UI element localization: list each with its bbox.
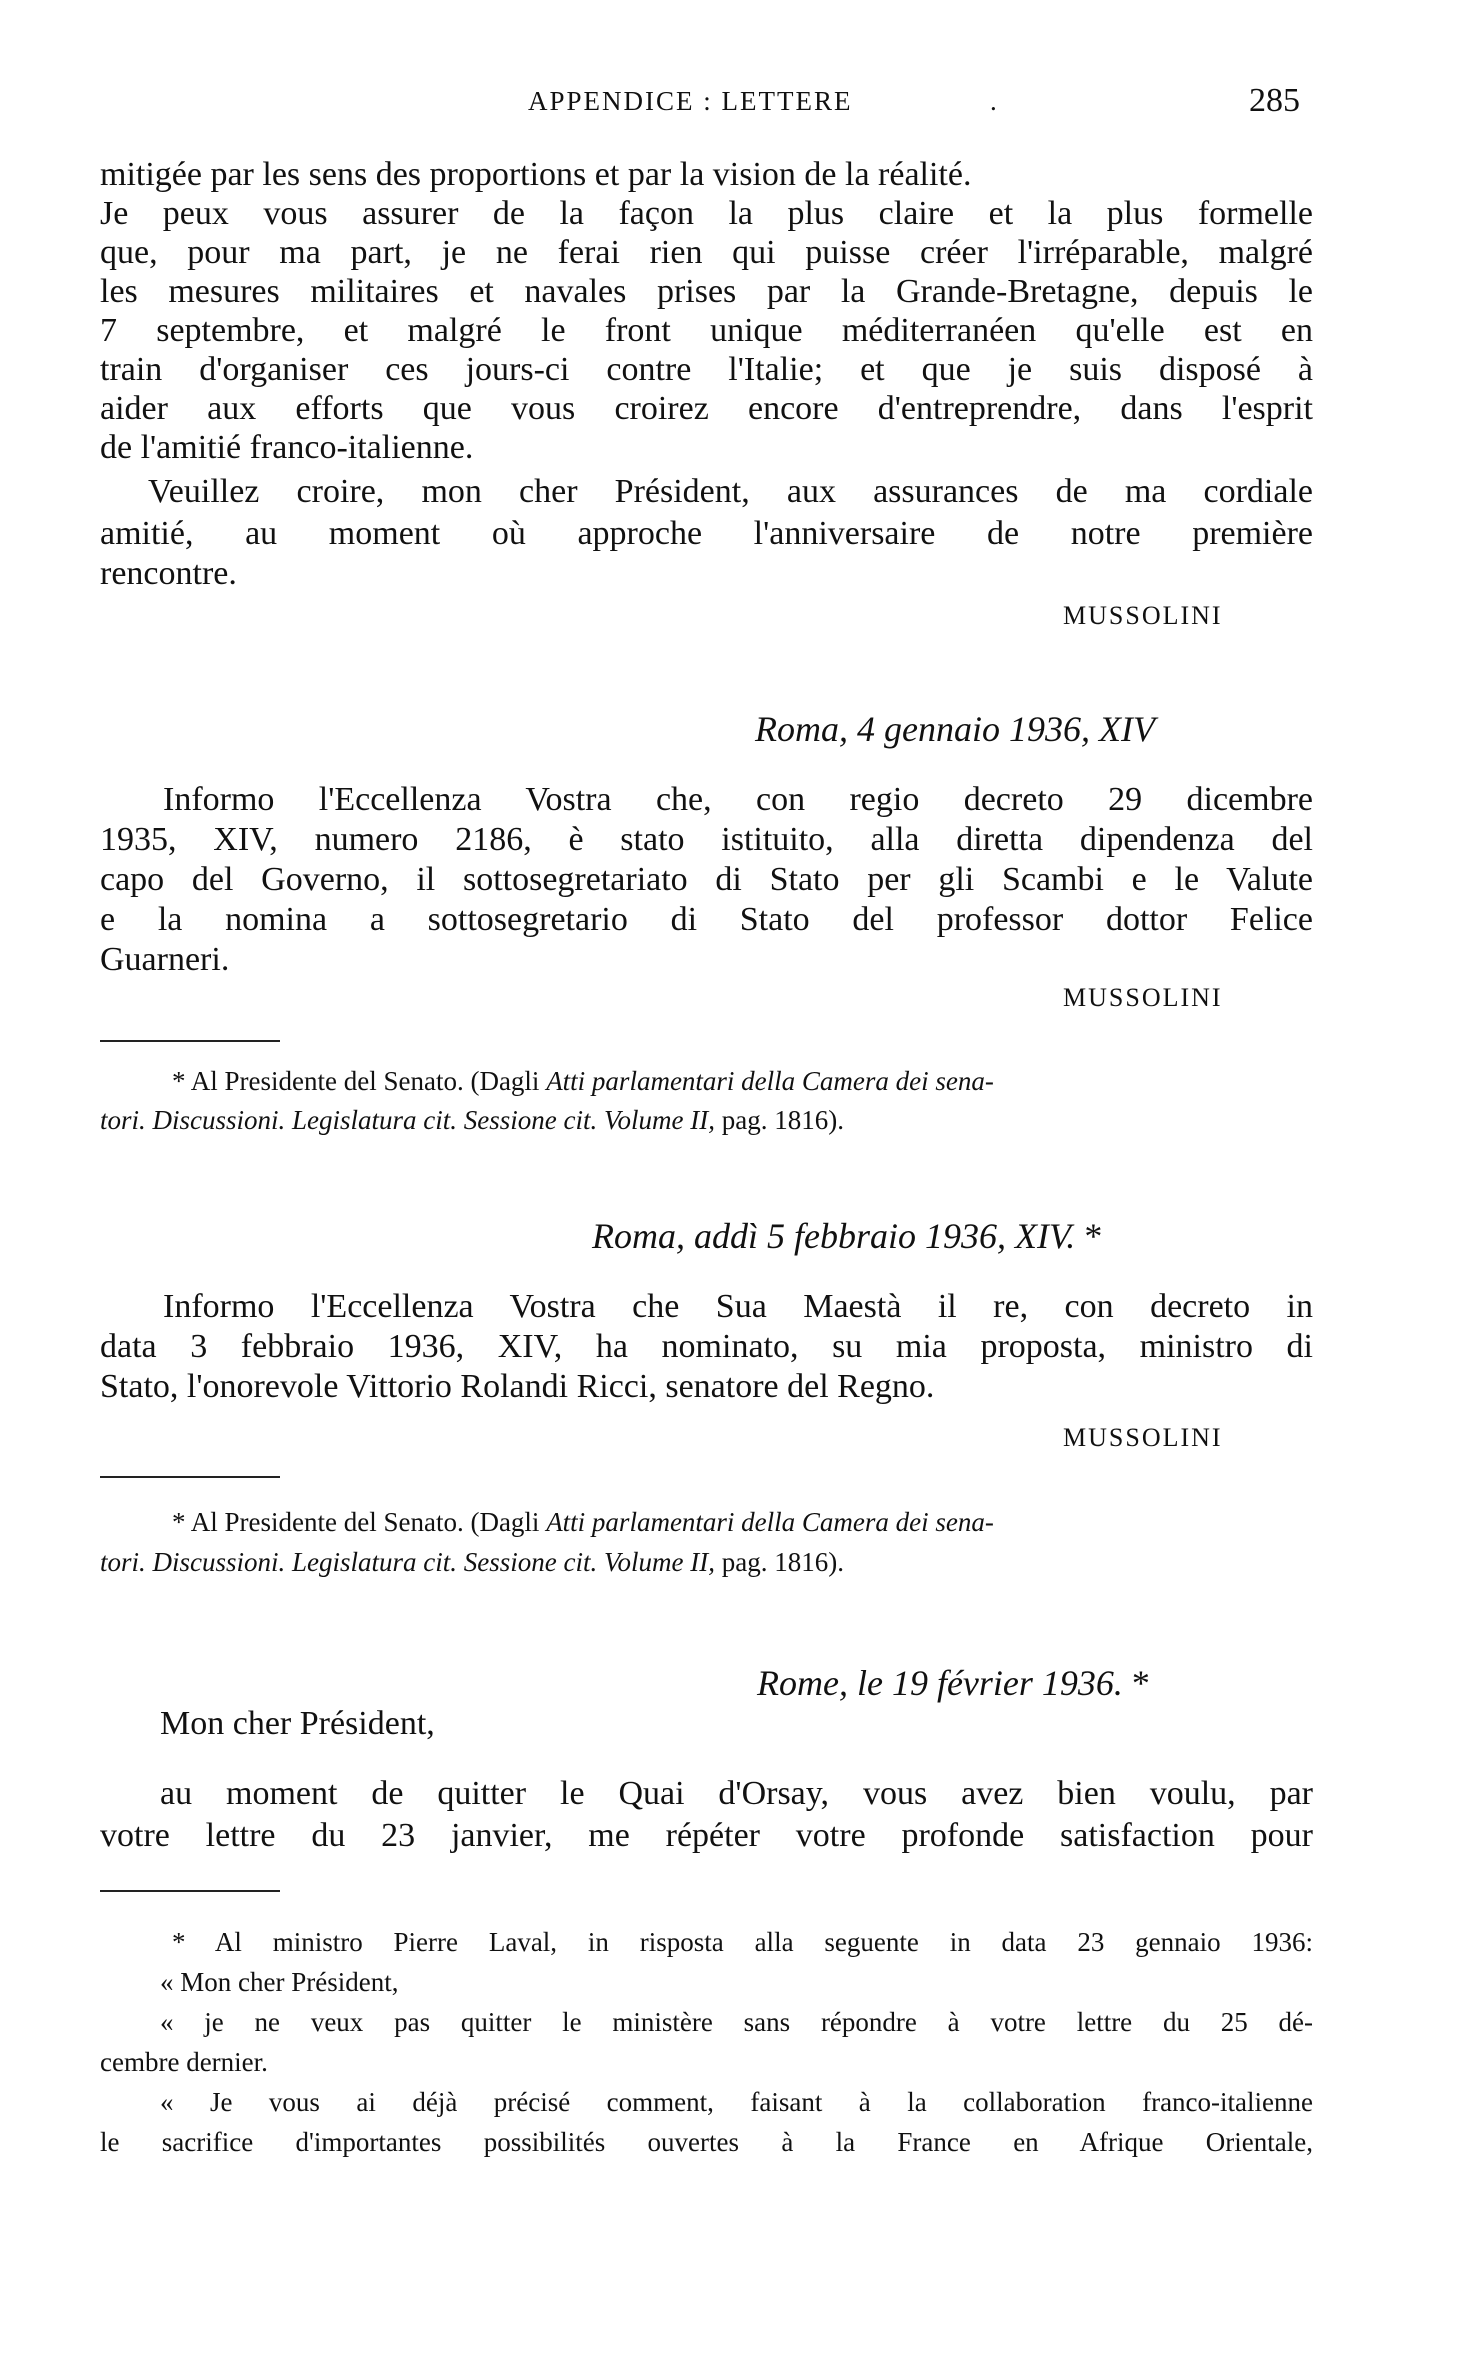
page-number: 285	[1249, 82, 1300, 119]
footnote-page: pag. 1816).	[714, 1547, 844, 1577]
letter4-line-2: votre lettre du 23 janvier, me répéter votre profonde satisfaction pour	[100, 1817, 1313, 1854]
letter1-signature: MUSSOLINI	[1063, 601, 1223, 630]
footnote-source-italic: Atti parlamentari della Camera dei sena-	[546, 1066, 994, 1096]
letter3-line-2: data 3 febbraio 1936, XIV, ha nominato, su mia proposta, ministro di	[100, 1328, 1313, 1365]
letter1-line-9: Veuillez croire, mon cher Président, aux assurances de ma cordiale	[148, 473, 1313, 510]
footnote-prefix: Al Presidente del Senato. (Dagli	[185, 1066, 547, 1096]
letter4-footnote-line-4: cembre dernier.	[100, 2047, 268, 2077]
letter2-date: Roma, 4 gennaio 1936, XIV	[755, 709, 1155, 749]
letter3-date	[592, 1215, 1102, 1257]
letter3-line-1: Informo l'Eccellenza Vostra che Sua Maestà il re, con decreto in	[163, 1288, 1313, 1325]
letter1-line-4: les mesures militaires et navales prises par la Grande-Bretagne, depuis le	[100, 273, 1313, 310]
letter1-line-6: train d'organiser ces jours-ci contre l'Italie; et que je suis disposé à	[100, 351, 1313, 388]
letter3-date-text: Roma, addì 5 febbraio 1936, XIV.	[592, 1216, 1076, 1256]
letter4-footnote-line-5: « Je vous ai déjà précisé comment, faisant à la collaboration franco-italienne	[160, 2087, 1313, 2117]
letter4-footnote-line-2: « Mon cher Président,	[160, 1967, 399, 1997]
letter1-line-1: mitigée par les sens des proportions et par la vision de la réalité.	[100, 156, 972, 193]
letter2-footnote-line-2	[100, 1101, 844, 1139]
letter3-line-3: Stato, l'onorevole Vittorio Rolandi Ricci, senatore del Regno.	[100, 1368, 935, 1405]
letter1-line-2: Je peux vous assurer de la façon la plus claire et la plus formelle	[100, 195, 1313, 232]
letter2-line-4: e la nomina a sottosegretario di Stato del professor dottor Felice	[100, 901, 1313, 938]
letter4-footnote-line-1: * Al ministro Pierre Laval, in risposta alla seguente in data 23 gennaio 1936:	[172, 1927, 1313, 1957]
letter1-line-3: que, pour ma part, je ne ferai rien qui puisse créer l'irréparable, malgré	[100, 234, 1313, 271]
letter2-line-1: Informo l'Eccellenza Vostra che, con regio decreto 29 dicembre	[163, 781, 1313, 818]
letter4-footnote-line-3: « je ne veux pas quitter le ministère sans répondre à votre lettre du 25 dé-	[160, 2007, 1313, 2037]
footnote-marker: *	[172, 1066, 186, 1096]
letter4-date	[757, 1662, 1150, 1704]
letter3-footnote-line-1	[172, 1503, 1313, 1541]
footnote-prefix: Al Presidente del Senato. (Dagli	[185, 1507, 547, 1537]
letter2-footnote-line-1	[172, 1062, 1313, 1100]
letter4-footnote-line-6: le sacrifice d'importantes possibilités ouvertes à la France en Afrique Orientale,	[100, 2127, 1313, 2157]
letter4-date-marker: *	[1122, 1663, 1150, 1703]
letter2-line-5: Guarneri.	[100, 941, 230, 978]
footnote-source-italic-cont: tori. Discussioni. Legislatura cit. Sessione cit. Volume II,	[100, 1547, 715, 1577]
letter3-signature: MUSSOLINI	[1063, 1423, 1223, 1452]
letter1-line-8: de l'amitié franco-italienne.	[100, 429, 474, 466]
letter4-line-1: au moment de quitter le Quai d'Orsay, vous avez bien voulu, par	[160, 1775, 1313, 1812]
letter1-line-10: amitié, au moment où approche l'anniversaire de notre première	[100, 515, 1313, 552]
footnote-divider-2	[100, 1476, 280, 1478]
running-header-title: APPENDICE : LETTERE	[528, 86, 853, 116]
footnote-divider-3	[100, 1890, 280, 1892]
footnote-divider-1	[100, 1040, 280, 1042]
letter2-line-2: 1935, XIV, numero 2186, è stato istituito, alla diretta dipendenza del	[100, 821, 1313, 858]
letter4-date-text: Rome, le 19 février 1936.	[757, 1663, 1123, 1703]
letter1-line-7: aider aux efforts que vous croirez encore d'entreprendre, dans l'esprit	[100, 390, 1313, 427]
letter3-footnote-line-2	[100, 1543, 844, 1581]
running-header-dot: .	[990, 86, 999, 116]
letter1-line-11: rencontre.	[100, 555, 237, 592]
letter1-line-5: 7 septembre, et malgré le front unique méditerranéen qu'elle est en	[100, 312, 1313, 349]
footnote-page: pag. 1816).	[714, 1105, 844, 1135]
letter3-date-marker: *	[1075, 1216, 1103, 1256]
footnote-source-italic-cont: tori. Discussioni. Legislatura cit. Sessione cit. Volume II,	[100, 1105, 715, 1135]
letter4-salutation: Mon cher Président,	[160, 1705, 435, 1742]
letter2-signature: MUSSOLINI	[1063, 983, 1223, 1012]
letter2-line-3: capo del Governo, il sottosegretariato di Stato per gli Scambi e le Valute	[100, 861, 1313, 898]
footnote-marker: *	[172, 1507, 186, 1537]
footnote-source-italic: Atti parlamentari della Camera dei sena-	[546, 1507, 994, 1537]
